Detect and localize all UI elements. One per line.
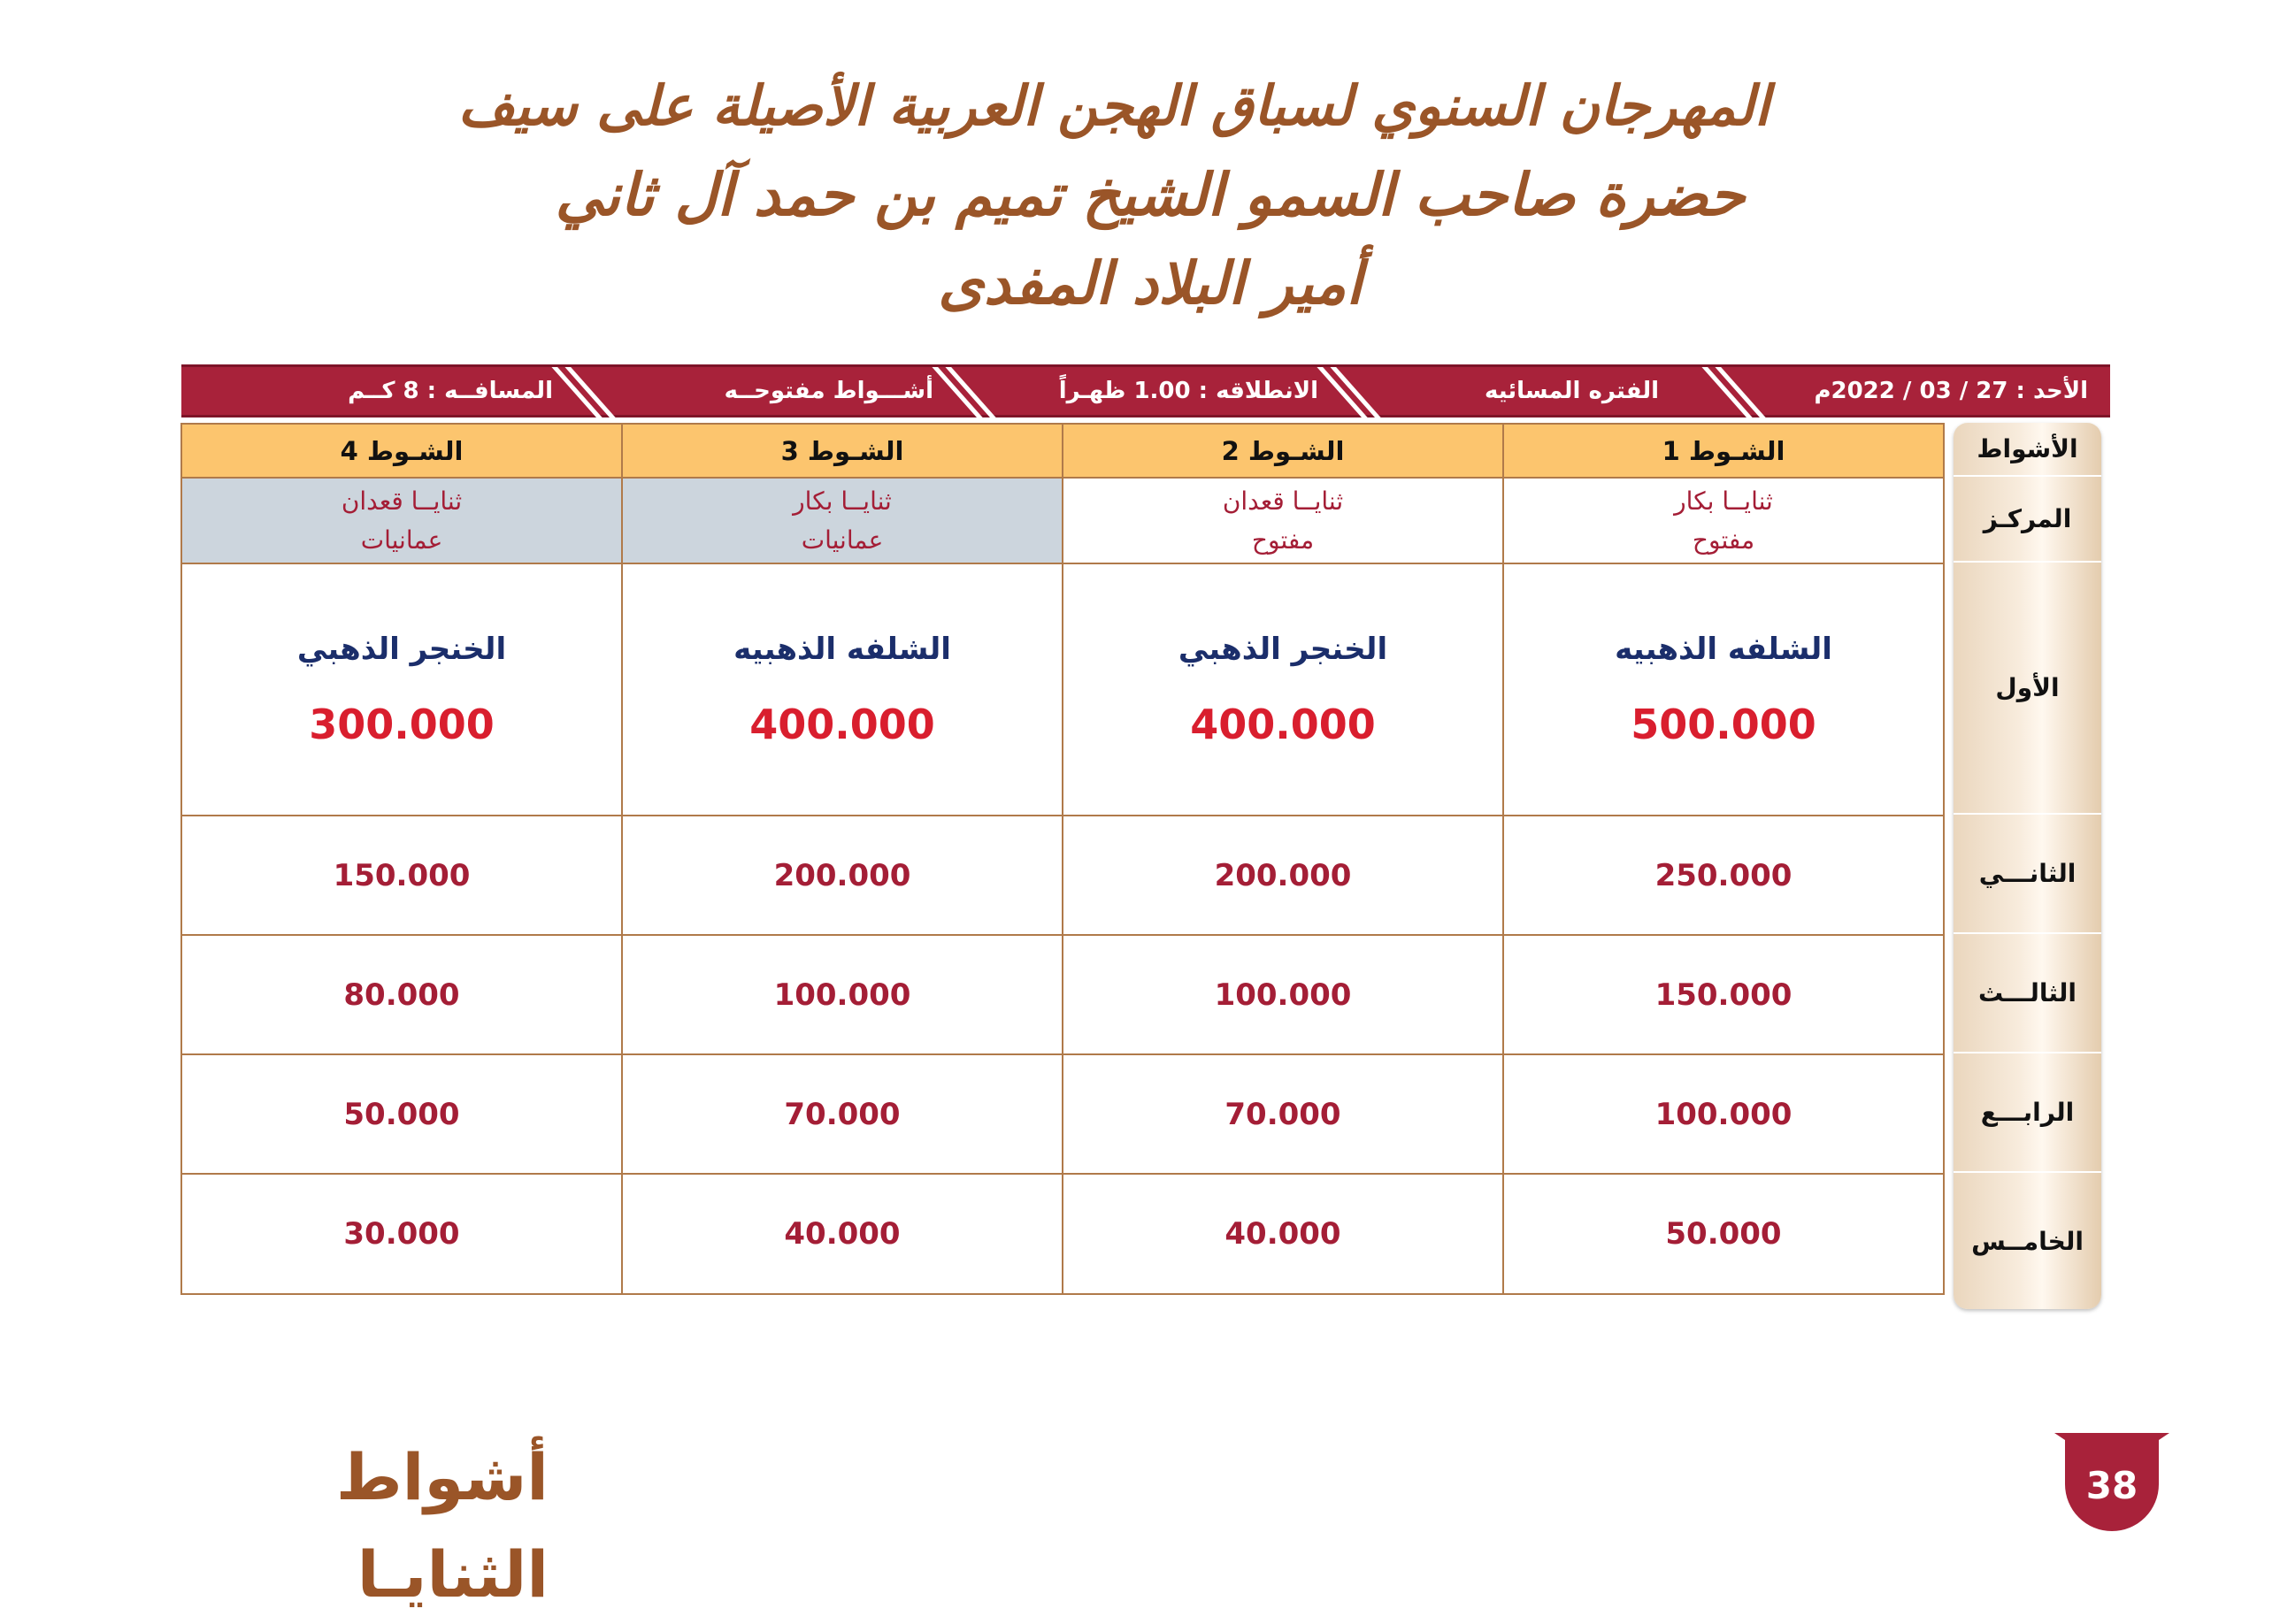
race-period: الفتره المسائيه	[1484, 378, 1659, 404]
round-4-third-prize: 80.000	[181, 935, 622, 1054]
row-label-first: الأول	[1954, 563, 2101, 815]
round-1-header: الشـوط 1	[1503, 424, 1944, 478]
prize-table	[180, 423, 1945, 1295]
title-line-festival: المهرجان السنوي لسباق الهجن العربية الأصيلة على سيف	[457, 73, 1769, 138]
round-4-category-cell	[181, 478, 622, 563]
round-3-fifth-prize: 40.000	[622, 1174, 1063, 1294]
round-4-fifth-prize: 30.000	[181, 1174, 622, 1294]
page-title-calligraphy	[457, 62, 1769, 345]
table-row-fourth-place	[181, 1054, 1944, 1174]
round-1-second-prize: 250.000	[1503, 816, 1944, 935]
round-2-category: ثنايــا قعدان	[1222, 486, 1344, 516]
round-1-category-cell	[1503, 478, 1944, 563]
title-line-patron: حضرة صاحب السمو الشيخ تميم بن حمد آل ثاني	[555, 160, 1746, 229]
section-title: أشواط الثنايـا	[335, 1440, 549, 1612]
round-4-fourth-prize: 50.000	[181, 1054, 622, 1174]
round-3-second-prize: 200.000	[622, 816, 1063, 935]
row-label-center: المركـز	[1954, 477, 2101, 563]
round-1-category: ثنايــا بكار	[1674, 486, 1773, 516]
round-1-first-prize-name: الشلفه الذهبيه	[1615, 631, 1832, 667]
row-label-second: الثانـــي	[1954, 815, 2101, 934]
round-4-first-prize	[181, 563, 622, 816]
round-4-type: عمانيات	[360, 525, 443, 555]
table-row-first-place	[181, 563, 1944, 816]
row-label-column	[1954, 423, 2101, 1309]
round-2-third-prize: 100.000	[1063, 935, 1503, 1054]
round-4-first-prize-amount: 300.000	[309, 700, 495, 748]
race-info-bar	[181, 364, 2110, 417]
table-row-fifth-place	[181, 1174, 1944, 1294]
round-3-first-prize	[622, 563, 1063, 816]
round-3-header: الشـوط 3	[622, 424, 1063, 478]
round-1-type: مفتوح	[1692, 525, 1755, 555]
round-1-first-prize	[1503, 563, 1944, 816]
round-2-first-prize	[1063, 563, 1503, 816]
round-2-header: الشـوط 2	[1063, 424, 1503, 478]
row-label-rounds: الأشواط	[1954, 423, 2101, 477]
round-4-first-prize-name: الخنجر الذهبي	[296, 631, 507, 667]
round-1-third-prize: 150.000	[1503, 935, 1944, 1054]
round-1-fifth-prize: 50.000	[1503, 1174, 1944, 1294]
race-distance: المسافــه : 8 كــم	[348, 378, 553, 404]
round-2-type: مفتوح	[1251, 525, 1315, 555]
table-row-third-place	[181, 935, 1944, 1054]
race-start-time: الانطلاقه : 1.00 ظهـراً	[1058, 378, 1318, 404]
page-number: 38	[2085, 1464, 2138, 1507]
table-row-center	[181, 478, 1944, 563]
table-row-rounds	[181, 424, 1944, 478]
round-4-second-prize: 150.000	[181, 816, 622, 935]
round-4-header: الشـوط 4	[181, 424, 622, 478]
round-3-category: ثنايــا بكار	[793, 486, 892, 516]
round-3-first-prize-amount: 400.000	[749, 700, 935, 748]
round-3-first-prize-name: الشلفه الذهبيه	[733, 631, 951, 667]
round-1-first-prize-amount: 500.000	[1631, 700, 1816, 748]
round-2-fifth-prize: 40.000	[1063, 1174, 1503, 1294]
row-label-fourth: الرابـــع	[1954, 1053, 2101, 1173]
row-label-third: الثالـــث	[1954, 934, 2101, 1053]
table-row-second-place	[181, 816, 1944, 935]
round-4-category: ثنايــا قعدان	[341, 486, 463, 516]
round-2-first-prize-amount: 400.000	[1190, 700, 1376, 748]
round-3-category-cell	[622, 478, 1063, 563]
round-3-type: عمانيات	[801, 525, 884, 555]
round-2-fourth-prize: 70.000	[1063, 1054, 1503, 1174]
race-date: الأحد : 27 / 03 / 2022م	[1814, 378, 2088, 404]
row-label-fifth: الخامــس	[1971, 1226, 2084, 1256]
title-line-emir: أمير البلاد المفدى	[938, 249, 1363, 318]
race-rounds-type: أشـــواط مفتوحــه	[724, 378, 933, 404]
round-2-first-prize-name: الخنجر الذهبي	[1178, 631, 1388, 667]
round-3-fourth-prize: 70.000	[622, 1054, 1063, 1174]
round-3-third-prize: 100.000	[622, 935, 1063, 1054]
round-2-category-cell	[1063, 478, 1503, 563]
round-2-second-prize: 200.000	[1063, 816, 1503, 935]
round-1-fourth-prize: 100.000	[1503, 1054, 1944, 1174]
